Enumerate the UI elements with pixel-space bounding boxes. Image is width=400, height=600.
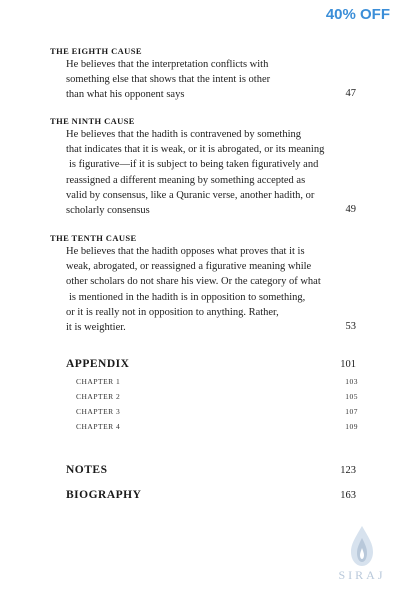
cause-line: or it is really not in opposition to anything. Rather, <box>66 306 279 318</box>
flame-drop-icon <box>337 524 387 568</box>
cause-title-eighth: THE EIGHTH CAUSE <box>50 46 142 56</box>
discount-badge: 40% OFF <box>325 6 390 23</box>
chapter-label: CHAPTER 3 <box>76 407 121 416</box>
cause-text-eighth <box>66 57 336 103</box>
cause-line: valid by consensus, like a Quranic verse, another hadith, or <box>66 189 315 201</box>
chapter-page: 107 <box>345 407 358 416</box>
cause-text-tenth <box>66 244 351 335</box>
cause-line: reassigned a different meaning by something accepted as <box>66 174 306 186</box>
cause-line: He believes that the hadith opposes what proves that it is <box>66 246 305 257</box>
chapter-label: CHAPTER 2 <box>76 392 121 401</box>
siraj-logo <box>337 524 387 590</box>
cause-title-tenth: THE TENTH CAUSE <box>50 233 137 243</box>
cause-line: that indicates that it is weak, or it is abrogated, or its meaning <box>66 144 325 156</box>
cause-page-ninth: 49 <box>345 204 356 215</box>
appendix-title: APPENDIX <box>66 358 130 370</box>
cause-line: it is weightier. <box>66 322 126 334</box>
chapter-entry <box>76 392 358 401</box>
cause-line: is figurative—if it is subject to being taken figuratively and <box>69 159 319 171</box>
cause-text-ninth <box>66 127 351 218</box>
logo-wordmark: SIRAJ <box>338 568 386 582</box>
chapter-label: CHAPTER 1 <box>76 377 121 386</box>
cause-line: is mentioned in the hadith is in opposition to something, <box>69 291 306 303</box>
cause-line: He believes that the interpretation conflicts with <box>66 59 269 70</box>
cause-line: He believes that the hadith is contravened by something <box>66 129 302 140</box>
notes-page: 123 <box>340 465 356 476</box>
cause-line: weak, abrogated, or reassigned a figurative meaning while <box>66 261 312 273</box>
chapter-entry <box>76 377 358 386</box>
cause-line: something else that shows that the intent is other <box>66 74 271 86</box>
cause-page-tenth: 53 <box>345 321 356 332</box>
cause-line: than what his opponent says <box>66 89 185 101</box>
chapter-page: 103 <box>345 377 358 386</box>
appendix-page: 101 <box>340 359 356 370</box>
chapter-label: CHAPTER 4 <box>76 422 121 431</box>
chapter-page: 109 <box>345 422 358 431</box>
cause-line: scholarly consensus <box>66 205 150 217</box>
chapter-entry <box>76 422 358 431</box>
chapter-entry <box>76 407 358 416</box>
notes-title: NOTES <box>66 464 108 476</box>
chapter-page: 105 <box>345 392 358 401</box>
cause-line: other scholars do not share his view. Or the category of what <box>66 276 321 288</box>
biography-title: BIOGRAPHY <box>66 489 142 501</box>
cause-title-ninth: THE NINTH CAUSE <box>50 116 135 126</box>
biography-page: 163 <box>340 490 356 501</box>
cause-page-eighth: 47 <box>345 88 356 99</box>
